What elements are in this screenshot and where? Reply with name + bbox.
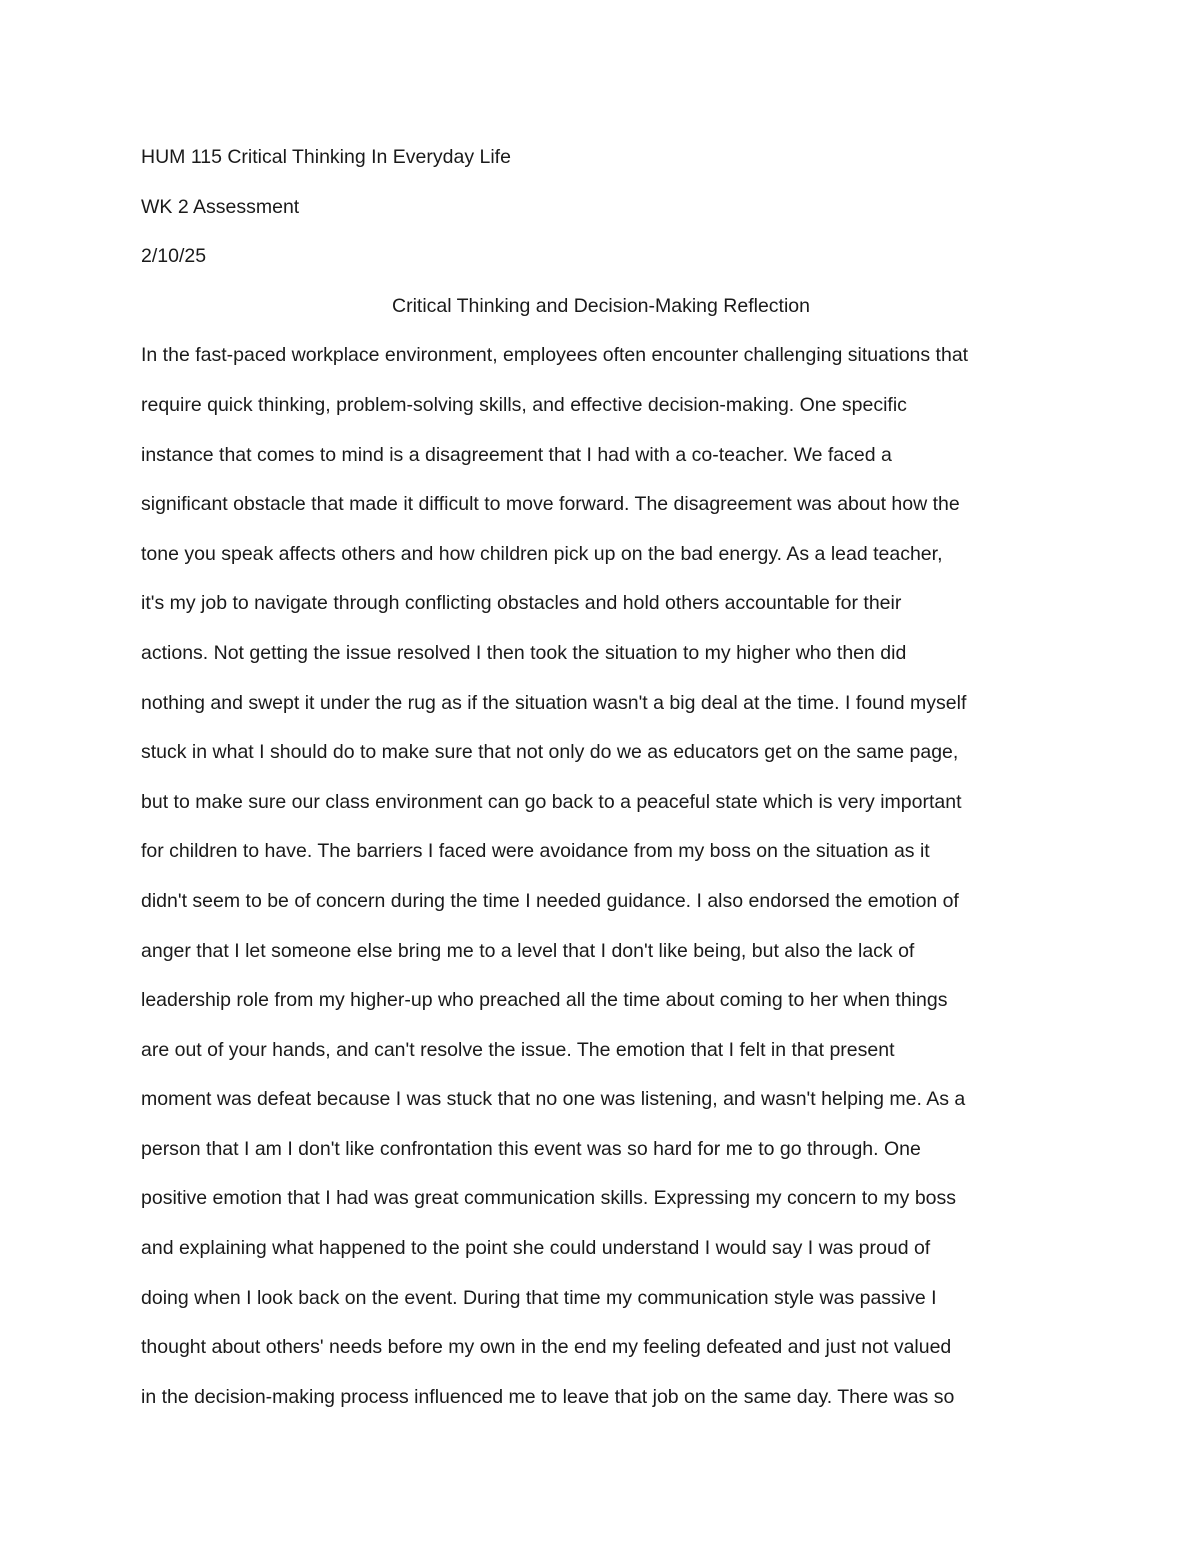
essay-body [141, 331, 1061, 1422]
body-line: doing when I look back on the event. During that time my communication style was passive I [141, 1286, 937, 1309]
document-date: 2/10/25 [141, 245, 207, 268]
body-line: positive emotion that I had was great communication skills. Expressing my concern to my boss [141, 1187, 957, 1210]
body-line: In the fast-paced workplace environment, employees often encounter challenging situations that [141, 344, 969, 367]
essay-title: Critical Thinking and Decision-Making Reflection [392, 294, 810, 317]
body-line: thought about others' needs before my own in the end my feeling defeated and just not valued [141, 1336, 952, 1359]
body-line: stuck in what I should do to make sure that not only do we as educators get on the same page, [141, 741, 959, 764]
body-line: actions. Not getting the issue resolved I then took the situation to my higher who then did [141, 641, 907, 664]
body-line: anger that I let someone else bring me to a level that I don't like being, but also the lack of [141, 939, 915, 962]
body-line: significant obstacle that made it difficult to move forward. The disagreement was about how the [141, 493, 960, 516]
body-line: leadership role from my higher-up who preached all the time about coming to her when things [141, 989, 948, 1012]
body-line: in the decision-making process influenced me to leave that job on the same day. There was so [141, 1385, 955, 1408]
body-line: it's my job to navigate through conflicting obstacles and hold others accountable for their [141, 592, 902, 615]
course-title: HUM 115 Critical Thinking In Everyday Life [141, 146, 511, 168]
body-line: instance that comes to mind is a disagreement that I had with a co-teacher. We faced a [141, 443, 892, 466]
body-line: for children to have. The barriers I faced were avoidance from my boss on the situation as it [141, 840, 930, 863]
body-line: require quick thinking, problem-solving skills, and effective decision-making. One specific [141, 393, 907, 416]
body-line: tone you speak affects others and how children pick up on the bad energy. As a lead teacher, [141, 542, 943, 565]
document-content [141, 133, 1061, 1422]
body-line: didn't seem to be of concern during the time I needed guidance. I also endorsed the emotion of [141, 889, 959, 912]
body-line: moment was defeat because I was stuck that no one was listening, and wasn't helping me. As a [141, 1088, 966, 1111]
assignment-name: WK 2 Assessment [141, 195, 300, 218]
body-line: but to make sure our class environment can go back to a peaceful state which is very important [141, 790, 962, 813]
body-line: and explaining what happened to the point she could understand I would say I was proud of [141, 1237, 931, 1260]
body-line: person that I am I don't like confrontation this event was so hard for me to go through. One [141, 1137, 921, 1160]
body-line: nothing and swept it under the rug as if the situation wasn't a big deal at the time. I found myself [141, 691, 967, 714]
body-line: are out of your hands, and can't resolve the issue. The emotion that I felt in that present [141, 1038, 895, 1061]
